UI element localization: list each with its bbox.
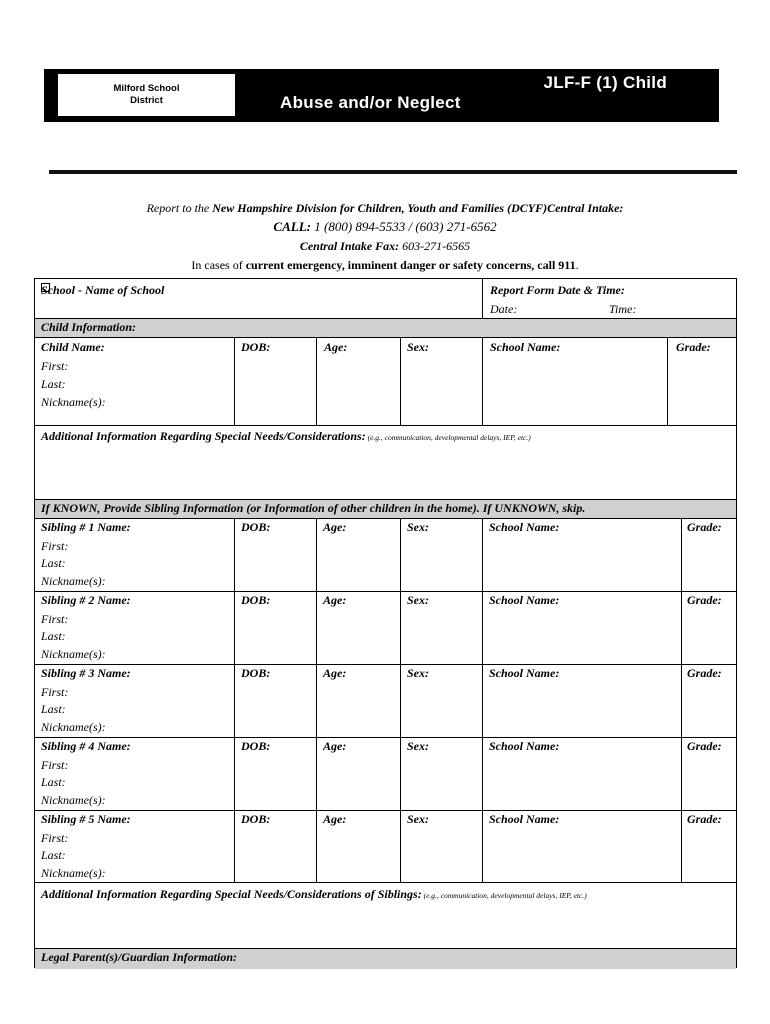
- sibling-4-nickname-label[interactable]: Nickname(s):: [41, 793, 106, 807]
- column-divider: [482, 810, 483, 883]
- sibling-4-last-label[interactable]: Last:: [41, 775, 66, 789]
- column-divider: [234, 591, 235, 664]
- child-last-label[interactable]: Last:: [41, 377, 66, 391]
- sibling-2-dob-label[interactable]: DOB:: [241, 593, 271, 607]
- column-divider: [482, 518, 483, 591]
- sibling-4-grade-label[interactable]: Grade:: [687, 739, 722, 753]
- sibling-1-sex-label[interactable]: Sex:: [407, 520, 429, 534]
- column-divider: [234, 518, 235, 591]
- child-sex-label[interactable]: Sex:: [407, 340, 429, 354]
- report-to-line: [0, 201, 770, 216]
- row-divider: [35, 664, 736, 665]
- sibling-3-name-label: Sibling # 3 Name:: [41, 666, 131, 680]
- sibling-4-first-label[interactable]: First:: [41, 758, 69, 772]
- fax-line: [0, 239, 770, 254]
- report-form: [34, 278, 737, 968]
- sibling-3-last-label[interactable]: Last:: [41, 702, 66, 716]
- child-information-header: Child Information:: [35, 318, 736, 338]
- guardian-information-header: Legal Parent(s)/Guardian Information:: [35, 948, 736, 969]
- sibling-4-age-label[interactable]: Age:: [323, 739, 347, 753]
- column-divider: [681, 518, 682, 591]
- sibling-1-nickname-label[interactable]: Nickname(s):: [41, 574, 106, 588]
- column-divider: [316, 518, 317, 591]
- column-divider: [400, 737, 401, 810]
- sibling-2-last-label[interactable]: Last:: [41, 629, 66, 643]
- column-divider: [681, 591, 682, 664]
- sibling-2-sex-label[interactable]: Sex:: [407, 593, 429, 607]
- column-divider: [316, 737, 317, 810]
- call-numbers: 1 (800) 894-5533 / (603) 271-6562: [310, 219, 497, 234]
- sibling-1-dob-label[interactable]: DOB:: [241, 520, 271, 534]
- sibling-additional-info-label: [41, 887, 587, 902]
- report-to-prefix: Report to the: [146, 201, 213, 215]
- logo-line-1: Milford School: [113, 83, 180, 94]
- column-divider: [234, 737, 235, 810]
- column-divider: [400, 591, 401, 664]
- sibling-5-school-name-label[interactable]: School Name:: [489, 812, 560, 826]
- sibling-1-school-name-label[interactable]: School Name:: [489, 520, 560, 534]
- child-dob-label[interactable]: DOB:: [241, 340, 271, 354]
- emergency-prefix: In cases of: [191, 258, 246, 272]
- row-divider: [35, 810, 736, 811]
- column-divider: [316, 664, 317, 737]
- sibling-2-age-label[interactable]: Age:: [323, 593, 347, 607]
- sibling-3-nickname-label[interactable]: Nickname(s):: [41, 720, 106, 734]
- sibling-1-age-label[interactable]: Age:: [323, 520, 347, 534]
- sibling-5-age-label[interactable]: Age:: [323, 812, 347, 826]
- sibling-5-nickname-label[interactable]: Nickname(s):: [41, 866, 106, 880]
- additional-info-label: [41, 429, 531, 444]
- call-line: [0, 219, 770, 235]
- sibling-5-last-label[interactable]: Last:: [41, 848, 66, 862]
- district-logo: [58, 74, 235, 116]
- additional-info-note: (e.g., communication, developmental delays, IEP, etc.): [365, 433, 531, 442]
- column-divider: [400, 664, 401, 737]
- horizontal-divider: [49, 170, 737, 174]
- sibling-3-first-label[interactable]: First:: [41, 685, 69, 699]
- column-divider: [482, 591, 483, 664]
- sibling-1-first-label[interactable]: First:: [41, 539, 69, 553]
- sibling-1-name-label: Sibling # 1 Name:: [41, 520, 131, 534]
- sibling-additional-info-note: (e.g., communication, developmental delays, IEP, etc.): [421, 891, 587, 900]
- sibling-2-nickname-label[interactable]: Nickname(s):: [41, 647, 106, 661]
- sibling-4-name-label: Sibling # 4 Name:: [41, 739, 131, 753]
- row-divider: [35, 591, 736, 592]
- child-age-label[interactable]: Age:: [324, 340, 348, 354]
- sibling-additional-info-text: Additional Information Regarding Special Needs/Considerations of Siblings:: [41, 887, 422, 901]
- child-first-label[interactable]: First:: [41, 359, 69, 373]
- child-school-name-label[interactable]: School Name:: [490, 340, 561, 354]
- column-divider: [681, 810, 682, 883]
- column-divider: [316, 810, 317, 883]
- column-divider: [400, 518, 401, 591]
- child-name-label: Child Name:: [41, 340, 105, 354]
- sibling-3-sex-label[interactable]: Sex:: [407, 666, 429, 680]
- time-label[interactable]: Time:: [609, 302, 637, 316]
- sibling-5-name-label: Sibling # 5 Name:: [41, 812, 131, 826]
- sibling-5-dob-label[interactable]: DOB:: [241, 812, 271, 826]
- sibling-2-school-name-label[interactable]: School Name:: [489, 593, 560, 607]
- column-divider: [400, 810, 401, 883]
- logo-line-2: District: [130, 95, 163, 106]
- sibling-1-grade-label[interactable]: Grade:: [687, 520, 722, 534]
- sibling-3-grade-label[interactable]: Grade:: [687, 666, 722, 680]
- child-grade-label[interactable]: Grade:: [676, 340, 711, 354]
- fax-number: 603-271-6565: [399, 239, 471, 253]
- column-divider: [681, 737, 682, 810]
- sibling-1-last-label[interactable]: Last:: [41, 556, 66, 570]
- row-divider: [35, 737, 736, 738]
- emergency-line: [0, 258, 770, 273]
- additional-info-text: Additional Information Regarding Special Needs/Considerations:: [41, 429, 366, 443]
- emergency-suffix: .: [575, 258, 579, 272]
- column-divider: [482, 664, 483, 737]
- sibling-3-dob-label[interactable]: DOB:: [241, 666, 271, 680]
- column-divider: [234, 810, 235, 883]
- sibling-information-header: If KNOWN, Provide Sibling Information (or Information of other children in the home). If UNKNOWN, skip.: [35, 499, 736, 519]
- sibling-3-age-label[interactable]: Age:: [323, 666, 347, 680]
- sibling-2-first-label[interactable]: First:: [41, 612, 69, 626]
- column-divider: [316, 591, 317, 664]
- sibling-5-grade-label[interactable]: Grade:: [687, 812, 722, 826]
- sibling-4-school-name-label[interactable]: School Name:: [489, 739, 560, 753]
- date-label[interactable]: Date:: [490, 302, 518, 316]
- document-header: [44, 69, 719, 122]
- fax-label: Central Intake Fax:: [299, 239, 400, 253]
- sibling-5-first-label[interactable]: First:: [41, 831, 69, 845]
- report-date-time-label: Report Form Date & Time:: [490, 283, 625, 297]
- sibling-4-dob-label[interactable]: DOB:: [241, 739, 271, 753]
- column-divider: [482, 737, 483, 810]
- column-divider: [681, 664, 682, 737]
- call-label: CALL:: [273, 219, 311, 234]
- report-to-agency: New Hampshire Division for Children, Youth and Families (DCYF)Central Intake:: [212, 201, 624, 215]
- sibling-4-sex-label[interactable]: Sex:: [407, 739, 429, 753]
- column-divider: [234, 664, 235, 737]
- document-title-line-2: Abuse and/or Neglect: [280, 93, 461, 112]
- emergency-text: current emergency, imminent danger or safety concerns, call 911: [245, 258, 576, 272]
- sibling-5-sex-label[interactable]: Sex:: [407, 812, 429, 826]
- sibling-3-school-name-label[interactable]: School Name:: [489, 666, 560, 680]
- child-nickname-label[interactable]: Nickname(s):: [41, 395, 106, 409]
- document-title-line-1: JLF-F (1) Child: [543, 73, 667, 92]
- sibling-2-name-label: Sibling # 2 Name:: [41, 593, 131, 607]
- school-name-label: School - Name of School: [41, 283, 165, 297]
- sibling-2-grade-label[interactable]: Grade:: [687, 593, 722, 607]
